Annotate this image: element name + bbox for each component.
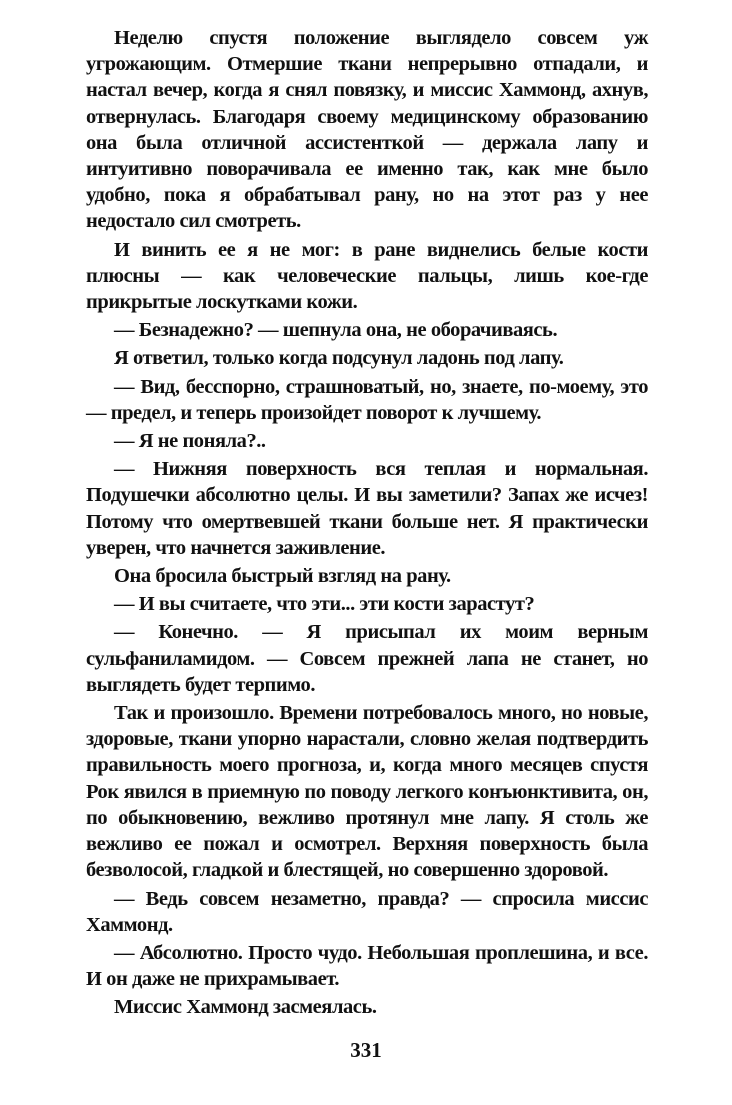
paragraph-14: Миссис Хаммонд засмеялась. [114,996,377,1019]
paragraph-5: — Вид, бесспорно, страшноватый, но, знаете, по-моему, это — предел, и теперь произойдет поворот к лучшему. [86,375,648,424]
paragraph-11: Так и произошло. Времени потребовалось много, но новые, здоровые, ткани упорно нарастали, словно желая подтвердить правильность моего прогноза, и, когда много месяцев спустя Рок явился в приемную по поводу легкого конъюнктивита, он, по обыкновению, вежливо протянул мне лапу. Я столь же вежливо ее пожал и осмотрел. Верхняя поверхность была безволосой, гладкой и блестящей, но совершенно здоровой. [86,702,648,882]
paragraph-10: — Конечно. — Я присыпал их моим верным сульфаниламидом. — Совсем прежней лапа не станет, но выглядеть будет терпимо. [86,621,648,696]
paragraph-12: — Ведь совсем незаметно, правда? — спросила миссис Хаммонд. [86,887,648,936]
paragraph-7: — Нижняя поверхность вся теплая и нормальная. Подушечки абсолютно целы. И вы заметили? Запах же исчез! Потому что омертвевшей ткани больше нет. Я практически уверен, что начнется заживление. [86,458,648,559]
paragraph-6: — Я не поняла?.. [114,430,266,453]
paragraph-1: Неделю спустя положение выглядело совсем уж угрожающим. Отмершие ткани непрерывно отпадали, и настал вечер, когда я снял повязку, и миссис Хаммонд, ахнув, отвернулась. Благодаря своему медицинскому образованию она была отличной ассистенткой — держала лапу и интуитивно поворачивала ее именно так, как мне было удобно, пока я обрабатывал рану, но на этот раз у нее недостало сил смотреть. [86,27,648,233]
paragraph-8: Она бросила быстрый взгляд на рану. [114,565,451,588]
book-page-text [86,25,648,1023]
paragraph-4: Я ответил, только когда подсунул ладонь под лапу. [114,347,564,370]
paragraph-3: — Безнадежно? — шепнула она, не оборачиваясь. [114,319,558,342]
page-number: 331 [350,1038,382,1062]
paragraph-2: И винить ее я не мог: в ране виднелись белые кости плюсны — как человеческие пальцы, лишь кое-где прикрытые лоскутками кожи. [86,238,648,314]
paragraph-9: — И вы считаете, что эти... эти кости зарастут? [114,593,535,616]
paragraph-13: — Абсолютно. Просто чудо. Небольшая проплешина, и все. И он даже не прихрамывает. [86,941,648,991]
